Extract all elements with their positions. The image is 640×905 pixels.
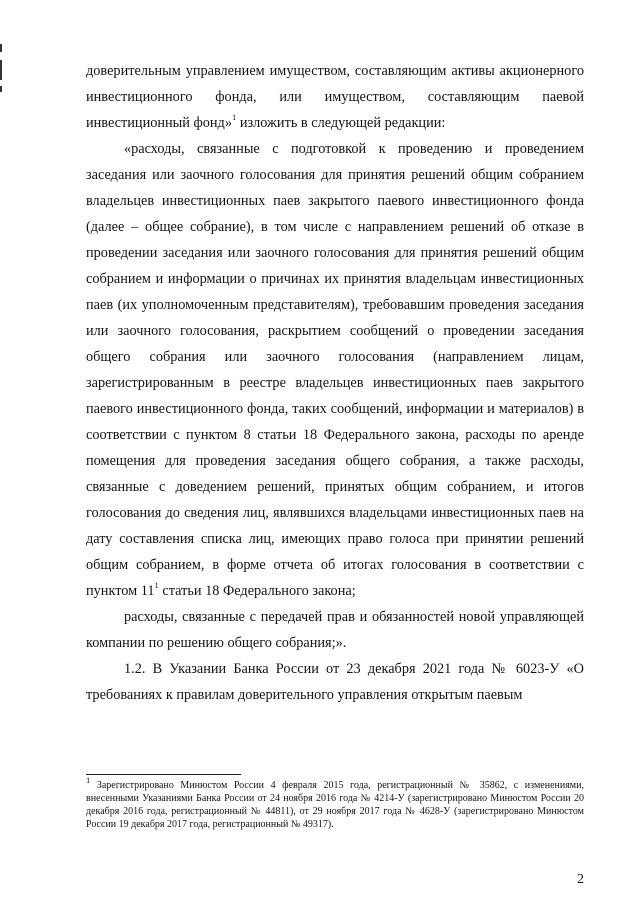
footnote — [86, 774, 584, 831]
intro-footnote-ref: 1 — [232, 112, 237, 123]
quote-tail: статьи 18 Федерального закона; — [158, 583, 356, 599]
body-text — [86, 58, 584, 708]
intro-tail: изложить в следующей редакции: — [236, 115, 446, 131]
page-number: 2 — [577, 872, 584, 887]
transfer-paragraph: расходы, связанные с передачей прав и обязанностей новой управляющей компании по решению общего собрания;». — [86, 609, 584, 651]
footnote-mark: 1 — [86, 774, 91, 785]
footnote-text: Зарегистрировано Минюстом России 4 февраля 2015 года, регистрационный № 35862, с изменениями, внесенными Указаниями Банка России от 24 ноября 2016 года № 4214-У (зарегистрировано Минюстом России 20 декабря 2016 года, регистрационный № 44811), от 29 ноября 2017 года № 4628-У (зарегистрировано Минюстом России 19 декабря 2017 года, регистрационный № 49317). — [86, 780, 584, 830]
intro-paragraph — [86, 58, 584, 136]
quote-paragraph — [86, 136, 584, 604]
margin-mark — [0, 60, 2, 80]
margin-mark — [0, 86, 2, 92]
quote-text: «расходы, связанные с подготовкой к проведению и проведением заседания или заочного голосования для принятия решений общим собранием владельцев инвестиционных паев закрытого паевого инвестиционного фонда (далее – общее собрание), в том числе с направлением решений об отказе в проведении заседания или заочного голосования для принятия решений общим собранием и информации о причинах их принятия владельцам инвестиционных паев (их уполномоченным представителям), требовавшим проведения заседания или заочного голосования, раскрытием сообщений о проведении заседания общего собрания или заочного голосования (направлением лицам, зарегистрированным в реестре владельцев инвестиционных паев закрытого паевого инвестиционного фонда, таких сообщений, информации и материалов) в соответствии с пунктом 8 статьи 18 Федерального закона, расходы по аренде помещения для проведения заседания общего собрания, а также расходы, связанные с доведением решений, принятых общим собранием, и итогов голосования до сведения лиц, являвшихся владельцами инвестиционных паев на дату составления списка лиц, имеющих право голоса при принятии решений общим собранием, в форме отчета об итогах голосования в соответствии с пунктом 11 — [86, 141, 584, 599]
quote-superscript: 1 — [154, 580, 159, 591]
footnote-divider — [86, 774, 241, 775]
margin-mark — [0, 44, 2, 52]
margin-marks — [0, 40, 6, 100]
intro-text: доверительным управлением имуществом, составляющим активы акционерного инвестиционного фонда, или имуществом, составляющим паевой инвестиционный фонд» — [86, 63, 584, 131]
section-paragraph: 1.2. В Указании Банка России от 23 декабря 2021 года № 6023-У «О требованиях к правилам доверительного управления открытым паевым — [86, 661, 584, 703]
